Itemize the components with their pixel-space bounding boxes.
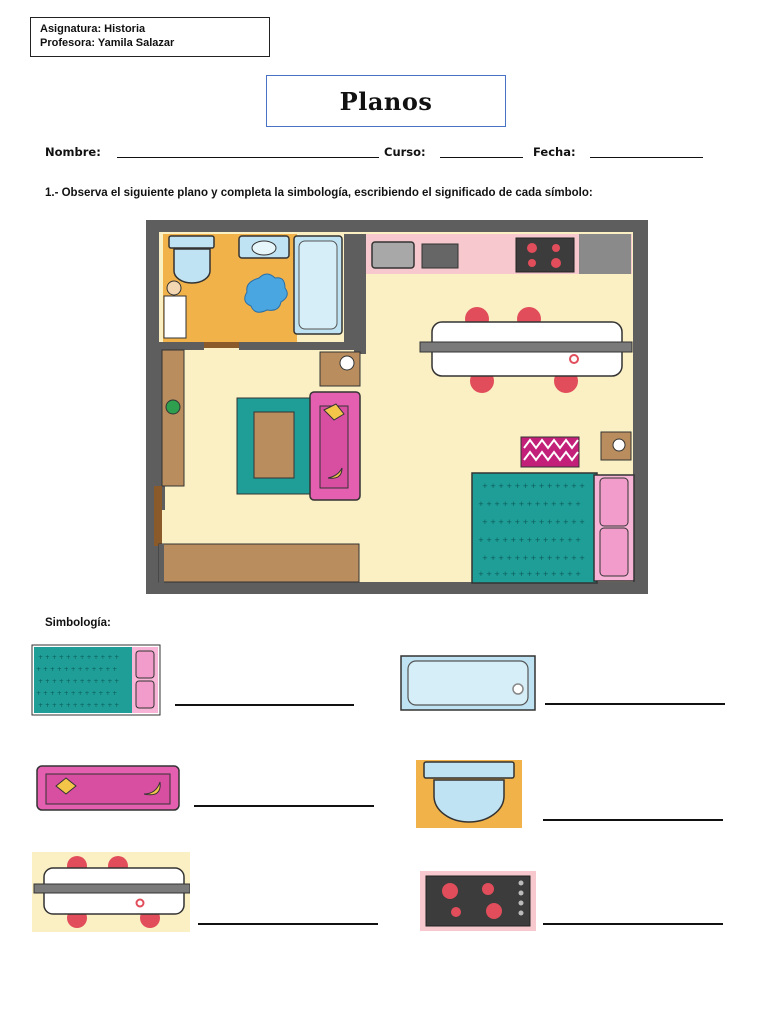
teacher-text: Profesora: Yamila Salazar — [40, 37, 175, 49]
dining-table-icon — [32, 852, 190, 932]
date-field[interactable] — [590, 157, 703, 158]
svg-text:+ + + + + + + + + + + + +: + + + + + + + + + + + + + — [478, 500, 581, 508]
answer-line-bed[interactable] — [175, 704, 354, 706]
course-field[interactable] — [440, 157, 523, 158]
sofa-icon — [36, 764, 180, 812]
course-label: Curso: — [384, 145, 426, 159]
svg-text:+ + + + + + + + + + + +: + + + + + + + + + + + + — [38, 678, 120, 685]
date-label: Fecha: — [533, 145, 576, 159]
answer-line-stove[interactable] — [543, 923, 723, 925]
svg-text:+ + + + + + + + + + + +: + + + + + + + + + + + + — [36, 690, 118, 697]
subject-text: Asignatura: Historia — [40, 23, 146, 35]
svg-text:+ + + + + + + + + + + + +: + + + + + + + + + + + + + — [482, 482, 585, 490]
title-box — [266, 75, 506, 127]
svg-text:+ + + + + + + + + + + +: + + + + + + + + + + + + — [38, 654, 120, 661]
bathtub-icon — [400, 655, 536, 711]
name-label: Nombre: — [45, 145, 101, 159]
floor-plan-image — [144, 216, 654, 600]
svg-text:+ + + + + + + + + + + +: + + + + + + + + + + + + — [36, 666, 118, 673]
answer-line-toilet[interactable] — [543, 819, 723, 821]
bed-icon — [30, 643, 162, 717]
toilet-icon — [416, 760, 522, 828]
answer-line-sofa[interactable] — [194, 805, 374, 807]
header-info-box — [30, 17, 270, 57]
svg-text:+ + + + + + + + + + + + +: + + + + + + + + + + + + + — [482, 518, 585, 526]
svg-text:+ + + + + + + + + + + + +: + + + + + + + + + + + + + — [478, 570, 581, 578]
legend-title: Simbología: — [45, 617, 111, 629]
answer-line-dining-table[interactable] — [198, 923, 378, 925]
instruction-text: 1.- Observa el siguiente plano y completa la simbología, escribiendo el significado de cada símbolo: — [45, 187, 593, 199]
svg-text:+ + + + + + + + + + + +: + + + + + + + + + + + + — [38, 702, 120, 709]
name-field[interactable] — [117, 157, 379, 158]
answer-line-bathtub[interactable] — [545, 703, 725, 705]
page-title: Planos — [339, 86, 433, 116]
svg-text:+ + + + + + + + + + + + +: + + + + + + + + + + + + + — [482, 554, 585, 562]
stove-icon — [420, 871, 536, 931]
svg-text:+ + + + + + + + + + + + +: + + + + + + + + + + + + + — [478, 536, 581, 544]
